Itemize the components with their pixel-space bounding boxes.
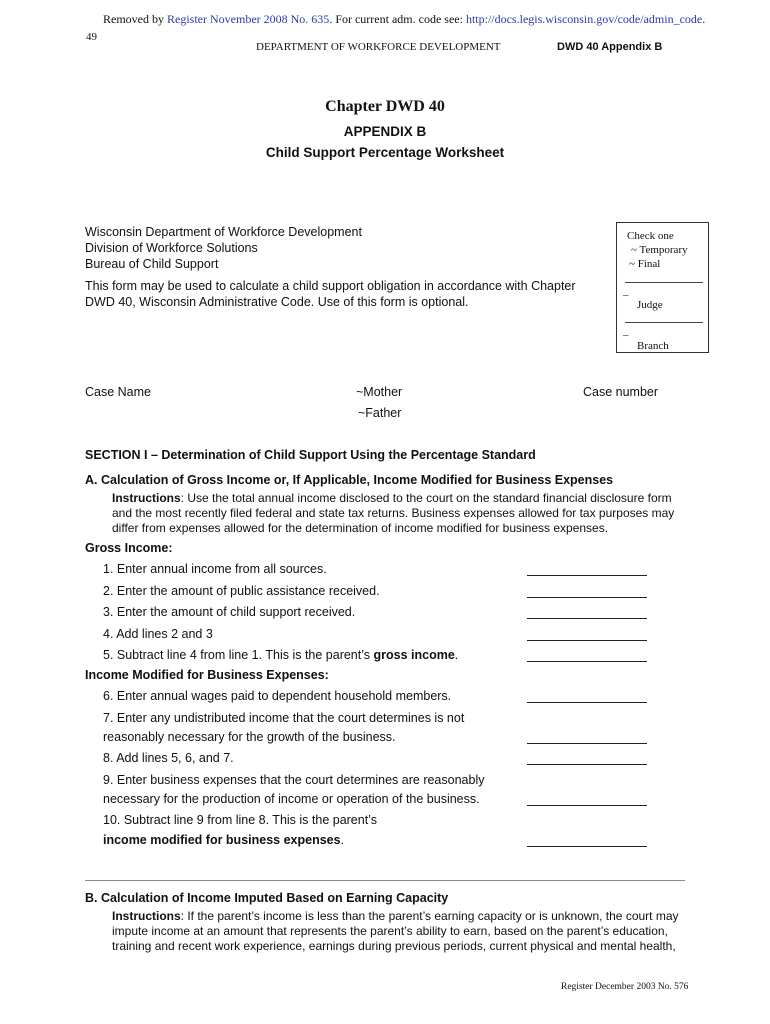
judge-dash: _ — [623, 285, 629, 297]
appendix-ref: DWD 40 Appendix B — [557, 41, 663, 53]
removed-mid: . For current adm. code see: — [329, 12, 466, 26]
modified-income-heading: Income Modified for Business Expenses: — [85, 668, 329, 682]
final-option[interactable]: ~ Final — [629, 258, 661, 270]
line-3-label: 3. Enter the amount of child support received. — [103, 605, 356, 619]
case-number-label: Case number — [583, 385, 659, 399]
part-a-heading: A. Calculation of Gross Income or, If Applicable, Income Modified for Business Expenses — [85, 473, 614, 487]
line-8-label: 8. Add lines 5, 6, and 7. — [103, 751, 234, 765]
branch-label: Branch — [637, 340, 669, 352]
department-header: DEPARTMENT OF WORKFORCE DEVELOPMENT — [256, 41, 501, 53]
intro-line-2: DWD 40, Wisconsin Administrative Code. Use of this form is optional. — [85, 295, 469, 309]
admin-code-link[interactable]: http://docs.legis.wisconsin.gov/code/admin_code — [465, 12, 703, 26]
section-1-heading: SECTION I – Determination of Child Support Using the Percentage Standard — [85, 448, 536, 462]
instructions-text-3: differ from expenses allowed for the determination of income modified for business expenses. — [112, 521, 609, 535]
check-one-box — [616, 222, 709, 353]
url-suffix: . — [702, 12, 706, 26]
intro-line-1: This form may be used to calculate a child support obligation in accordance with Chapter — [85, 279, 576, 293]
line-5-field[interactable] — [527, 661, 647, 662]
line-9-label-2: necessary for the production of income or operation of the business. — [103, 792, 480, 806]
line-6-field[interactable] — [527, 702, 647, 703]
father-option[interactable]: ~Father — [358, 406, 402, 420]
temporary-option[interactable]: ~ Temporary — [631, 244, 688, 256]
part-b-instructions-text-1: : If the parent’s income is less than the parent’s earning capacity or is unknown, the court may — [180, 909, 679, 923]
page-number: 49 — [86, 31, 97, 43]
line-4-field[interactable] — [527, 640, 647, 641]
line-10-field[interactable] — [527, 846, 647, 847]
instructions-text-2: and the most recently filed federal and state tax returns. Business expenses allowed for tax purposes may — [112, 506, 675, 520]
register-footer: Register December 2003 No. 576 — [561, 982, 689, 992]
line-5-period: . — [454, 648, 459, 662]
line-7-label-2: reasonably necessary for the growth of the business. — [103, 730, 396, 744]
line-7-label-1: 7. Enter any undistributed income that the court determines is not — [103, 711, 465, 725]
part-b-instructions-text-3: training and recent work experience, earnings during previous periods, current physical and mental health, — [112, 939, 676, 953]
register-link[interactable]: Register November 2008 No. 635 — [167, 12, 330, 26]
section-divider — [85, 880, 685, 881]
line-5-text: 5. Subtract line 4 from line 1. This is the parent’s — [103, 648, 374, 662]
check-one-heading: Check one — [627, 230, 674, 242]
part-b-heading: B. Calculation of Income Imputed Based on Earning Capacity — [85, 891, 449, 905]
line-5-label — [103, 648, 458, 662]
line-3-field[interactable] — [527, 618, 647, 619]
appendix-title: APPENDIX B — [343, 124, 427, 139]
line-1-field[interactable] — [527, 575, 647, 576]
mother-option[interactable]: ~Mother — [356, 385, 403, 399]
instructions-label: Instructions — [112, 491, 181, 505]
line-7-field[interactable] — [527, 743, 647, 744]
chapter-title: Chapter DWD 40 — [325, 98, 445, 115]
line-1-label: 1. Enter annual income from all sources. — [103, 562, 327, 576]
line-9-field[interactable] — [527, 805, 647, 806]
modified-income-term: income modified for business expenses — [103, 833, 341, 847]
part-a-instructions — [112, 491, 674, 536]
gross-income-heading: Gross Income: — [85, 541, 173, 555]
line-10-label-2 — [103, 833, 344, 847]
removed-notice — [103, 12, 705, 27]
agency-line-3: Bureau of Child Support — [85, 257, 219, 271]
agency-line-2: Division of Workforce Solutions — [85, 241, 258, 255]
part-b-instructions — [112, 909, 679, 954]
line-9-label-1: 9. Enter business expenses that the court determines are reasonably — [103, 773, 485, 787]
part-b-instructions-label: Instructions — [112, 909, 181, 923]
instructions-text-1: : Use the total annual income disclosed to the court on the standard financial disclosure form — [180, 491, 672, 505]
agency-line-1: Wisconsin Department of Workforce Development — [85, 225, 362, 239]
removed-prefix: Removed by — [103, 12, 167, 26]
line-2-field[interactable] — [527, 597, 647, 598]
worksheet-title: Child Support Percentage Worksheet — [265, 145, 505, 160]
line-10-period: . — [340, 833, 345, 847]
line-4-label: 4. Add lines 2 and 3 — [103, 627, 213, 641]
part-b-instructions-text-2: impute income at an amount that represents the parent’s ability to earn, based on the parent’s education, — [112, 924, 668, 938]
line-10-label-1: 10. Subtract line 9 from line 8. This is the parent’s — [103, 813, 377, 827]
branch-dash: _ — [623, 325, 629, 337]
judge-label: Judge — [637, 299, 663, 311]
line-8-field[interactable] — [527, 764, 647, 765]
line-2-label: 2. Enter the amount of public assistance received. — [103, 584, 380, 598]
case-name-label: Case Name — [85, 385, 151, 399]
line-6-label: 6. Enter annual wages paid to dependent household members. — [103, 689, 452, 703]
gross-income-term: gross income — [373, 648, 455, 662]
